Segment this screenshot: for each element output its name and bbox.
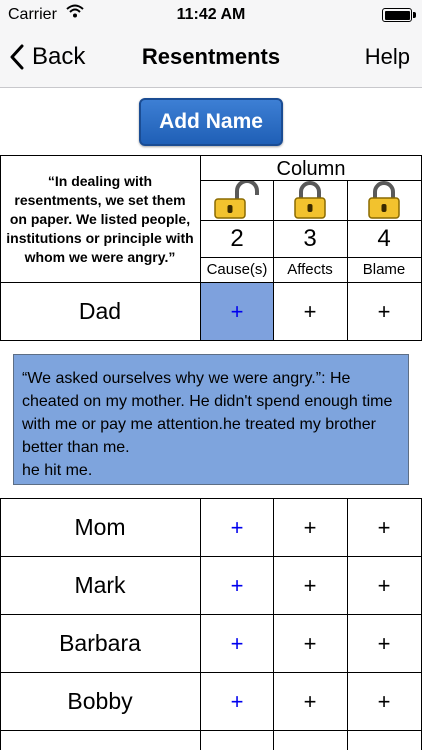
navigation-bar: [0, 30, 422, 86]
row-name[interactable]: Mom: [74, 514, 126, 540]
add-name-button[interactable]: Add Name: [139, 98, 283, 146]
blame-add-button[interactable]: +: [377, 630, 391, 656]
help-button[interactable]: Help: [364, 44, 410, 69]
note-text: “We asked ourselves why we were angry.”: He cheated on my mother. He didn't spend enough time with me or pay me attention.he treated my brother better than me.: [22, 370, 397, 456]
column-title: Column: [276, 158, 346, 180]
affects-add-button[interactable]: +: [303, 298, 317, 324]
cause-add-button[interactable]: +: [230, 688, 244, 714]
blame-add-button[interactable]: +: [377, 514, 391, 540]
affects-add-button[interactable]: +: [303, 514, 317, 540]
affects-add-button[interactable]: +: [303, 572, 317, 598]
cause-add-button[interactable]: +: [201, 283, 273, 340]
column-name: Blame: [362, 261, 406, 278]
cause-add-button[interactable]: +: [230, 630, 244, 656]
table-border: [0, 340, 422, 341]
column-number: 4: [377, 225, 391, 252]
cause-add-button[interactable]: +: [230, 514, 244, 540]
blame-add-button[interactable]: +: [377, 572, 391, 598]
row-name[interactable]: Barbara: [59, 630, 141, 656]
unlocked-padlock-icon[interactable]: [201, 180, 273, 220]
affects-add-button[interactable]: +: [303, 630, 317, 656]
locked-padlock-icon[interactable]: [274, 180, 346, 220]
blame-add-button[interactable]: +: [377, 688, 391, 714]
status-bar: [0, 0, 422, 30]
row-name[interactable]: Mark: [74, 572, 126, 598]
status-time: 11:42 AM: [176, 6, 246, 23]
instruction-quote: “In dealing with resentments, we set them on paper. We listed people, institutions or principle with whom we were angry.”: [6, 172, 194, 265]
top-bar: [0, 0, 422, 88]
back-label: Back: [32, 43, 86, 70]
column-name: Cause(s): [206, 261, 268, 278]
cause-add-button[interactable]: +: [230, 572, 244, 598]
affects-add-button[interactable]: +: [303, 688, 317, 714]
row-name[interactable]: Bobby: [67, 688, 133, 714]
carrier-label: Carrier: [8, 6, 57, 23]
locked-padlock-icon[interactable]: [348, 180, 420, 220]
row-name[interactable]: Dad: [78, 298, 122, 324]
page-title: Resentments: [141, 44, 281, 69]
resentment-note[interactable]: [13, 354, 409, 485]
blame-add-button[interactable]: +: [377, 298, 391, 324]
column-name: Affects: [287, 261, 333, 278]
battery-icon: [382, 8, 412, 22]
table-border: [0, 730, 422, 731]
column-number: 2: [230, 225, 244, 252]
column-number: 3: [303, 225, 317, 252]
note-text: he hit me.: [22, 462, 93, 479]
